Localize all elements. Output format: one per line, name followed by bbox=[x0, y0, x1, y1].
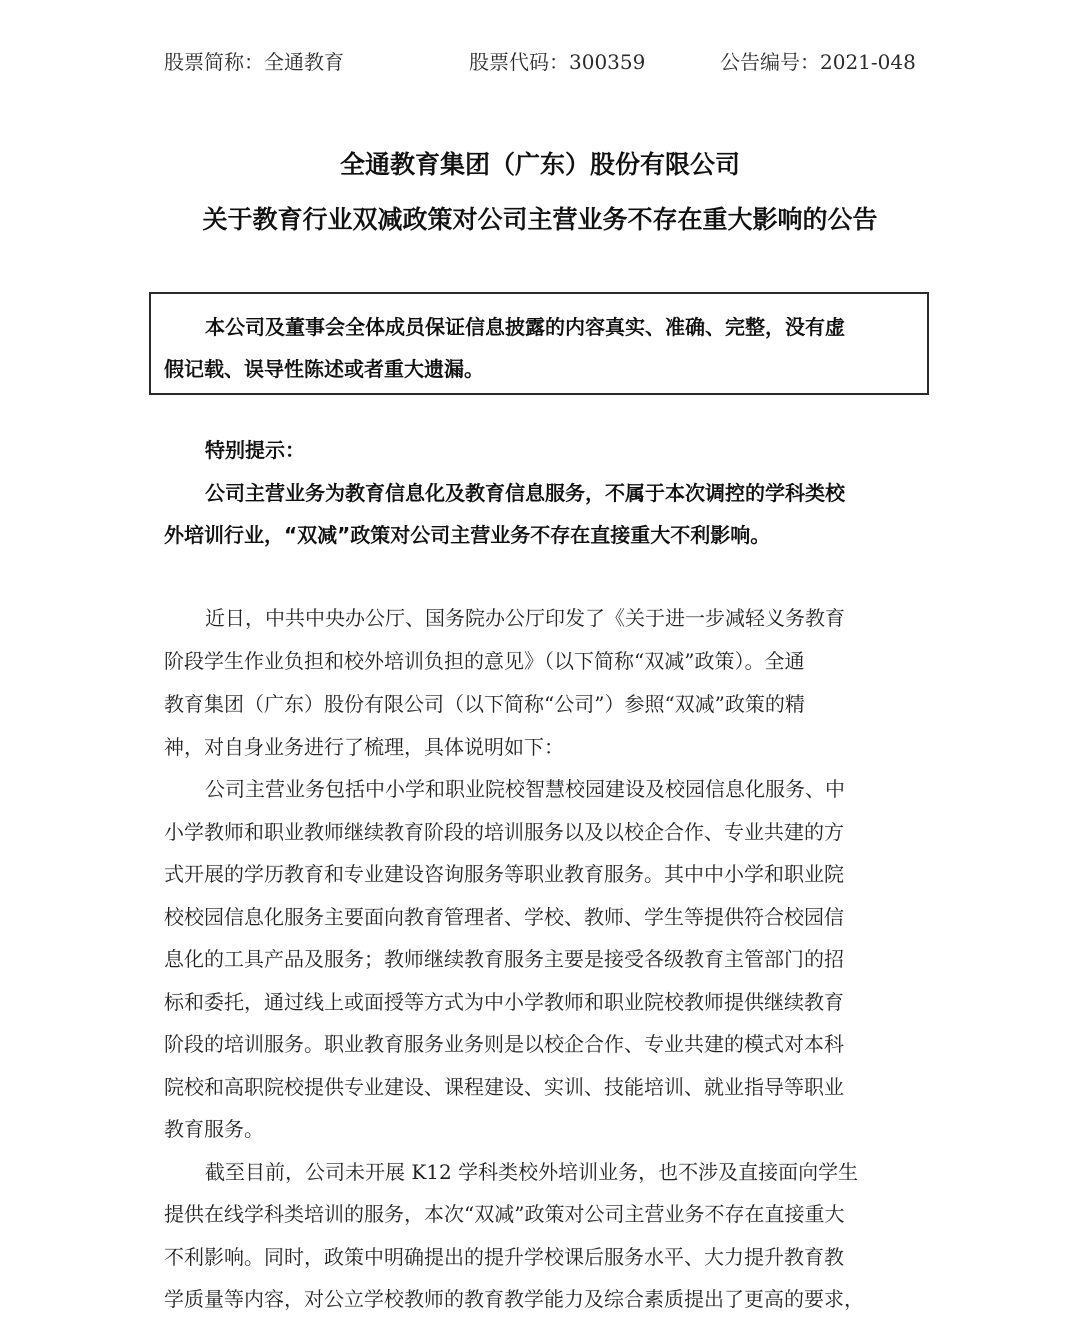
para2-line-8: 院校和高职院校提供专业建设、课程建设、实训、技能培训、就业指导等职业 bbox=[164, 1075, 844, 1099]
para3-line-4: 学质量等内容，对公立学校教师的教育教学能力及综合素质提出了更高的要求， bbox=[164, 1287, 864, 1311]
disclaimer-line-2: 假记载、误导性陈述或者重大遗漏。 bbox=[164, 357, 484, 381]
notice-title: 关于教育行业双减政策对公司主营业务不存在重大影响的公告 bbox=[202, 205, 878, 234]
para1-line-4: 神，对自身业务进行了梳理，具体说明如下： bbox=[164, 735, 564, 759]
stock-code: 股票代码：300359 bbox=[469, 50, 646, 74]
para3-line-1: 截至目前，公司未开展 K12 学科类校外培训业务，也不涉及直接面向学生 bbox=[205, 1160, 859, 1184]
para2-line-3: 式开展的学历教育和专业建设咨询服务等职业教育服务。其中中小学和职业院 bbox=[164, 862, 844, 886]
notice-number: 公告编号：2021-048 bbox=[720, 50, 916, 74]
para2-line-6: 标和委托，通过线上或面授等方式为中小学教师和职业院校教师提供继续教育 bbox=[164, 990, 844, 1014]
para1-line-3: 教育集团（广东）股份有限公司（以下简称“公司”）参照“双减”政策的精 bbox=[164, 692, 805, 716]
disclaimer-line-1: 本公司及董事会全体成员保证信息披露的内容真实、准确、完整，没有虚 bbox=[205, 315, 845, 339]
document-header bbox=[164, 46, 916, 78]
special-line-1: 公司主营业务为教育信息化及教育信息服务，不属于本次调控的学科类校 bbox=[205, 481, 845, 505]
para2-line-7: 阶段的培训服务。职业教育服务业务则是以校企合作、专业共建的模式对本科 bbox=[164, 1032, 844, 1056]
para3-line-3: 不利影响。同时，政策中明确提出的提升学校课后服务水平、大力提升教育教 bbox=[164, 1245, 844, 1269]
para1-line-1: 近日，中共中央办公厅、国务院办公厅印发了《关于进一步减轻义务教育 bbox=[205, 606, 845, 630]
special-line-2: 外培训行业，“双减”政策对公司主营业务不存在直接重大不利影响。 bbox=[164, 523, 771, 547]
para2-line-9: 教育服务。 bbox=[164, 1117, 264, 1141]
para2-line-1: 公司主营业务包括中小学和职业院校智慧校园建设及校园信息化服务、中 bbox=[205, 777, 845, 801]
para1-line-2: 阶段学生作业负担和校外培训负担的意见》（以下简称“双减”政策）。全通 bbox=[164, 649, 805, 673]
para3-line-2: 提供在线学科类培训的服务，本次“双减”政策对公司主营业务不存在直接重大 bbox=[164, 1202, 845, 1226]
stock-name: 股票简称：全通教育 bbox=[164, 50, 344, 74]
para2-line-4: 校校园信息化服务主要面向教育管理者、学校、教师、学生等提供符合校园信 bbox=[164, 905, 844, 929]
special-heading: 特别提示： bbox=[205, 438, 305, 462]
company-title: 全通教育集团（广东）股份有限公司 bbox=[339, 150, 740, 179]
para2-line-5: 息化的工具产品及服务；教师继续教育服务主要是接受各级教育主管部门的招 bbox=[164, 947, 844, 971]
para2-line-2: 小学教师和职业教师继续教育阶段的培训服务以及以校企合作、专业共建的方 bbox=[164, 820, 844, 844]
